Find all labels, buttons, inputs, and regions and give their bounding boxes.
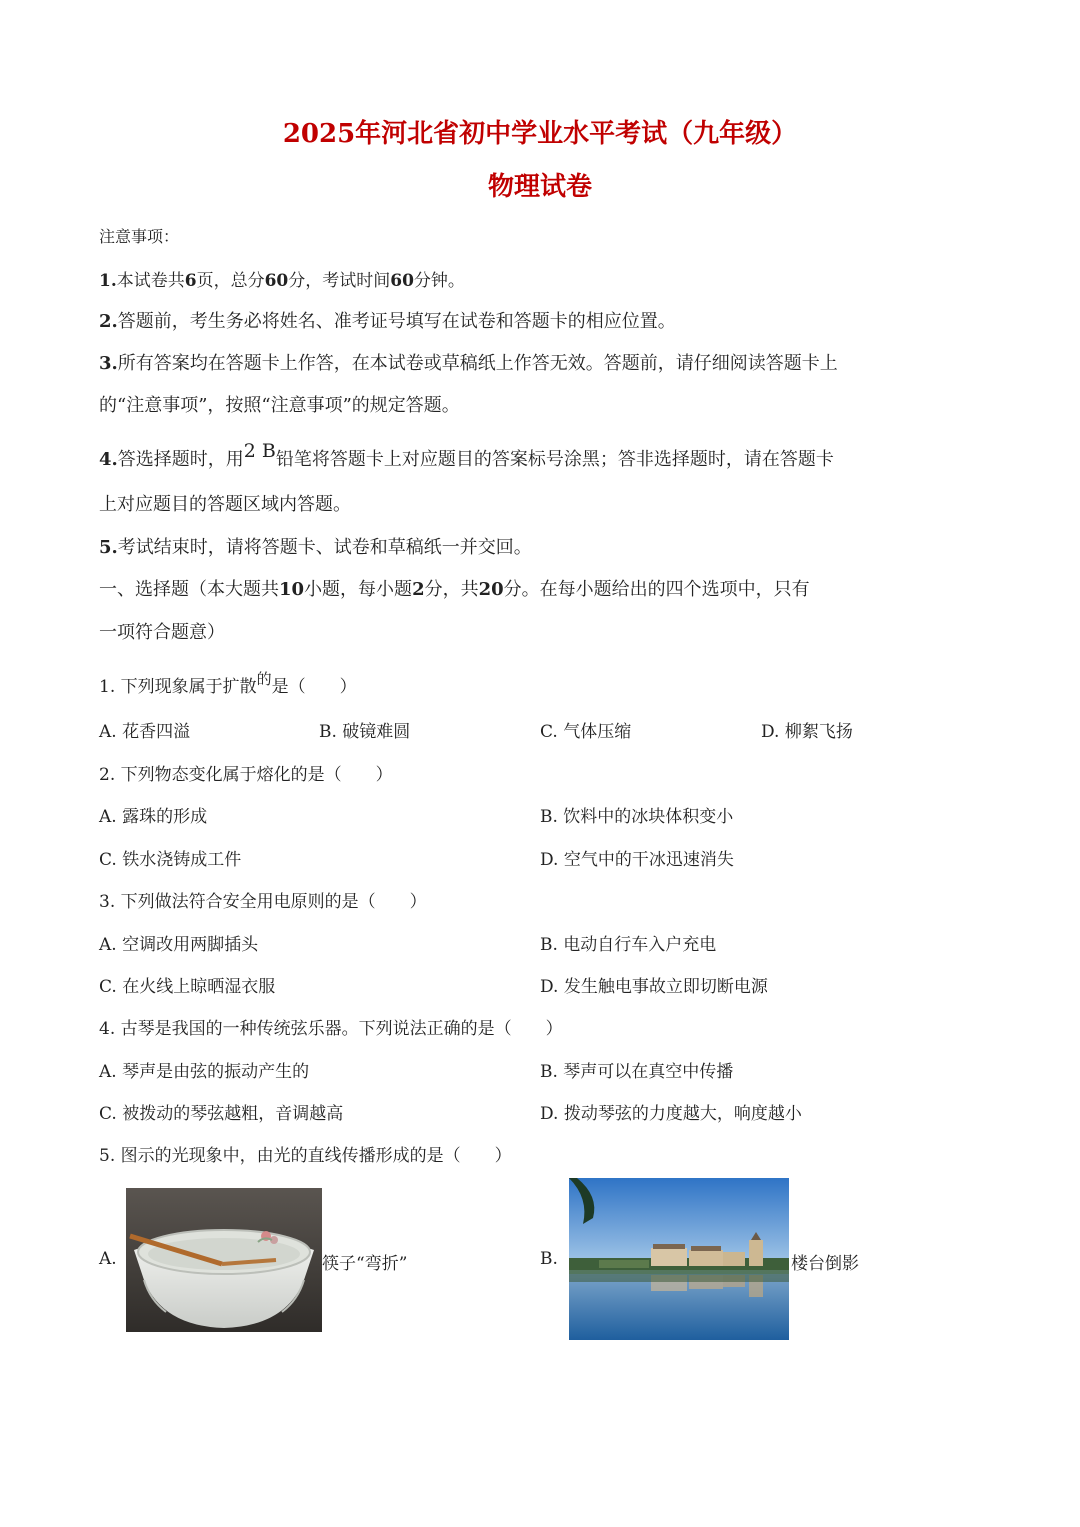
- q2-option-b: B. 饮料中的冰块体积变小: [540, 807, 734, 827]
- q1-option-c: C. 气体压缩: [540, 722, 632, 742]
- q4-option-c: C. 被拨动的琴弦越粗，音调越高: [99, 1104, 344, 1124]
- question-1-stem: 1. 下列现象属于扩散的是（ ）: [99, 670, 357, 697]
- q4-option-a: A. 琴声是由弦的振动产生的: [99, 1062, 310, 1082]
- q1-option-b: B. 破镜难圆: [319, 722, 411, 742]
- q2-option-c: C. 铁水浇铸成工件: [99, 850, 242, 870]
- bowl-chopsticks-image: [126, 1188, 322, 1332]
- q5-option-a-letter: A.: [99, 1249, 117, 1269]
- q3-option-a: A. 空调改用两脚插头: [99, 935, 259, 955]
- notice-heading: 注意事项：: [99, 227, 180, 246]
- q3-option-c: C. 在火线上晾晒湿衣服: [99, 977, 276, 997]
- notice-item-5: 5.考试结束时，请将答题卡、试卷和草稿纸一并交回。: [99, 537, 532, 558]
- notice-item-3: 3.所有答案均在答题卡上作答，在本试卷或草稿纸上作答无效。答题前，请仔细阅读答题卡上: [99, 353, 838, 374]
- exam-subject: 物理试卷: [487, 172, 592, 202]
- q3-option-d: D. 发生触电事故立即切断电源: [540, 977, 768, 997]
- bowl-chopsticks-picture: [126, 1188, 322, 1332]
- exam-title: 2025年河北省初中学业水平考试（九年级）: [282, 119, 798, 149]
- q5-option-b-letter: B.: [540, 1249, 558, 1269]
- q4-option-d: D. 拨动琴弦的力度越大，响度越小: [540, 1104, 802, 1124]
- section-heading: 一、选择题（本大题共10小题，每小题2分，共20分。在每小题给出的四个选项中，只有: [99, 579, 810, 600]
- notice-item-4: 4.答选择题时，用2 B铅笔将答题卡上对应题目的答案标号涂黑；答非选择题时，请在答题卡: [99, 440, 834, 470]
- q5-option-b-caption: 楼台倒影: [791, 1254, 859, 1274]
- building-reflection-picture: [569, 1178, 789, 1340]
- section-heading-cont: 一项符合题意）: [99, 622, 225, 643]
- q2-option-a: A. 露珠的形成: [99, 807, 208, 827]
- question-2-stem: 2. 下列物态变化属于熔化的是（ ）: [99, 765, 393, 785]
- q2-option-d: D. 空气中的干冰迅速消失: [540, 850, 734, 870]
- notice-item-2: 2.答题前，考生务必将姓名、准考证号填写在试卷和答题卡的相应位置。: [99, 311, 676, 332]
- q4-option-b: B. 琴声可以在真空中传播: [540, 1062, 734, 1082]
- notice-item-4-cont: 上对应题目的答题区域内答题。: [99, 494, 351, 515]
- notice-item-1: 1.本试卷共6页，总分60分，考试时间60分钟。: [99, 271, 465, 291]
- q3-option-b: B. 电动自行车入户充电: [540, 935, 717, 955]
- notice-item-3-cont: 的“注意事项”，按照“注意事项”的规定答题。: [99, 395, 460, 416]
- building-reflection-image: [569, 1178, 789, 1340]
- q1-option-d: D. 柳絮飞扬: [761, 722, 853, 742]
- pencil-grade: 2 B: [243, 440, 276, 462]
- q5-option-a-caption: 筷子“弯折”: [322, 1254, 408, 1274]
- question-5-stem: 5. 图示的光现象中，由光的直线传播形成的是（ ）: [99, 1146, 512, 1166]
- question-3-stem: 3. 下列做法符合安全用电原则的是（ ）: [99, 892, 427, 912]
- q1-option-a: A. 花香四溢: [99, 722, 191, 742]
- question-4-stem: 4. 古琴是我国的一种传统弦乐器。下列说法正确的是（ ）: [99, 1019, 563, 1039]
